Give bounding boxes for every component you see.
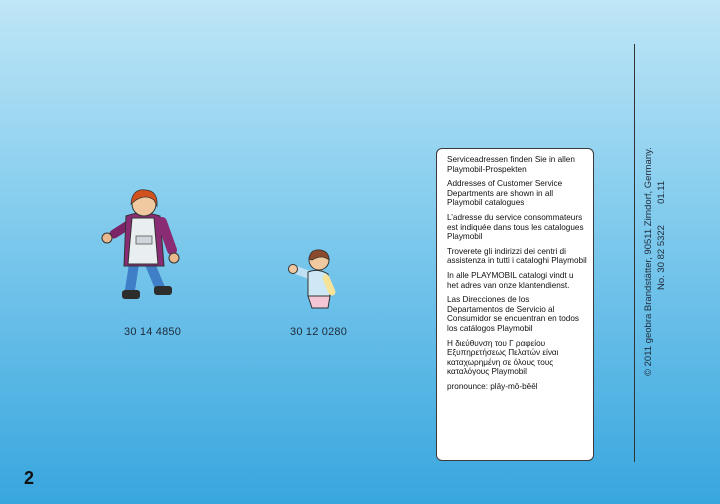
article-number-line: No. 30 82 5322 01.11 [656,180,667,290]
service-text-nl: In alle PLAYMOBIL catalogi vindt u het adres van onze klantendienst. [447,270,574,290]
service-text-de: Serviceadressen finden Sie in allen Playmobil-Prospekten [447,155,575,174]
pronunciation-text: pronounce: plāy-mō-bēēl [447,381,538,391]
page-number: 2 [24,468,35,488]
copyright-line: © 2011 geobra Brandstätter, 90511 Zirndorf, Germany. [643,147,654,376]
service-text-it: Troverete gli indirizzi dei centri di assistenza in tutti i cataloghi Playmobil [447,246,587,266]
service-text-en: Addresses of Customer Service Departments are shown in all Playmobil catalogues [447,179,563,208]
service-text-fr: L’adresse du service consommateurs est indiquée dans tous les catalogues Playmobil [447,212,584,242]
adult-figure-icon [96,186,186,310]
part-number-child: 30 12 0280 [290,326,348,338]
vertical-divider [634,44,635,462]
service-text-el: Η διεύθυνση του Γ ραφείου Εξυπηρετήσεως Πελατών είναι καταχωρημένη σε όλους τους καταλόγους Playmobil [447,338,559,377]
child-figure-icon [286,246,342,314]
part-number-adult: 30 14 4850 [124,326,182,338]
copyright-block [642,76,668,376]
service-text-es: Las Direcciones de los Departamentos de Servicio al Consumidor se encuentran en todos los catálogos Playmobil [447,295,579,333]
service-info-box [436,148,594,461]
